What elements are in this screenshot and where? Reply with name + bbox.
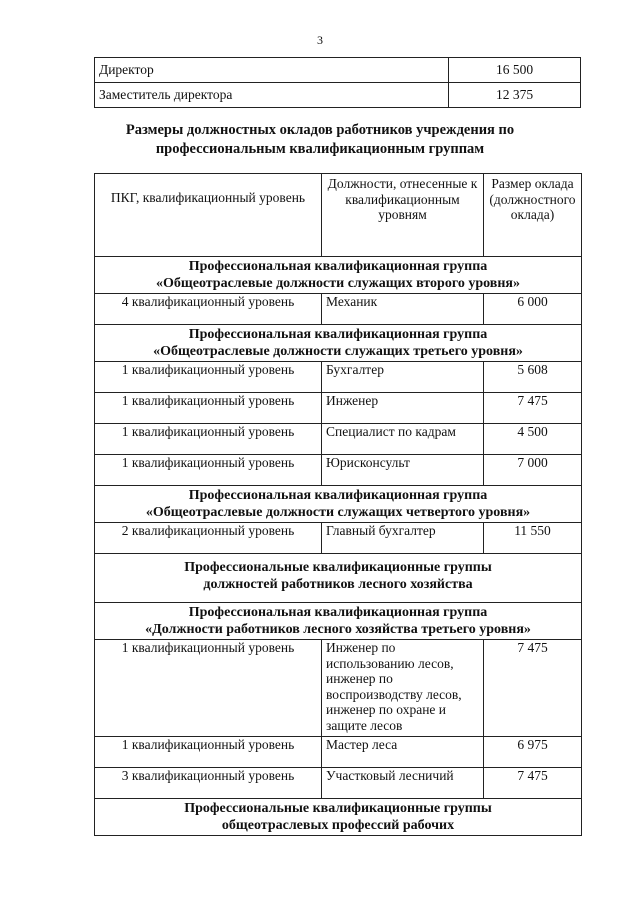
table-row (95, 768, 582, 799)
group-row (95, 325, 582, 362)
salary-cell: 4 500 (484, 424, 582, 455)
heading-line: Размеры должностных окладов работников учреждения по (125, 122, 515, 138)
salary-cell: 16 500 (449, 58, 581, 83)
level-cell: 1 квалификационный уровень (95, 362, 322, 393)
group-title-line: «Общеотраслевые должности служащих четвертого уровня» (145, 505, 531, 520)
position-cell: Специалист по кадрам (322, 424, 484, 455)
level-cell: 3 квалификационный уровень (95, 768, 322, 799)
table-row (95, 393, 582, 424)
group-row (95, 799, 582, 836)
group-row (95, 603, 582, 640)
salary-cell: 7 000 (484, 455, 582, 486)
top-salary-table (94, 57, 581, 108)
salary-cell: 6 000 (484, 294, 582, 325)
group-title-line: общеотраслевых профессий рабочих (221, 818, 455, 833)
level-cell: 1 квалификационный уровень (95, 737, 322, 768)
group-title-line: Профессиональная квалификационная группа (188, 327, 488, 342)
group-title-line: должностей работников лесного хозяйства (203, 577, 473, 592)
group-row (95, 486, 582, 523)
position-cell: Инженер (322, 393, 484, 424)
position-cell: Бухгалтер (322, 362, 484, 393)
table-row (95, 523, 582, 554)
level-cell: 1 квалификационный уровень (95, 640, 322, 737)
table-row (95, 83, 581, 108)
group-row (95, 257, 582, 294)
salary-cell: 7 475 (484, 768, 582, 799)
salary-cell: 6 975 (484, 737, 582, 768)
level-cell: 2 квалификационный уровень (95, 523, 322, 554)
group-title-line: Профессиональная квалификационная группа (188, 259, 488, 274)
heading-line: профессиональным квалификационным группам (155, 141, 485, 157)
table-row (95, 455, 582, 486)
position-cell: Инженер по использованию лесов, инженер по воспроизводству лесов, инженер по охране и защите лесов (322, 640, 484, 737)
header-pkg: ПКГ, квалификационный уровень (95, 174, 322, 257)
table-row (95, 58, 581, 83)
salary-cell: 11 550 (484, 523, 582, 554)
group-title-line: Профессиональная квалификационная группа (188, 605, 488, 620)
group-title-line: «Общеотраслевые должности служащих второго уровня» (156, 276, 520, 291)
position-cell: Главный бухгалтер (322, 523, 484, 554)
salary-cell: 7 475 (484, 393, 582, 424)
position-cell: Юрисконсульт (322, 455, 484, 486)
table-row (95, 737, 582, 768)
section-heading (0, 121, 640, 159)
level-cell: 4 квалификационный уровень (95, 294, 322, 325)
position-cell: Директор (95, 58, 449, 83)
salary-table (94, 173, 582, 836)
header-positions: Должности, отнесенные к квалификационным уровням (322, 174, 484, 257)
table-row (95, 640, 582, 737)
group-title-line: Профессиональные квалификационные группы (184, 801, 492, 816)
table-header-row (95, 174, 582, 257)
position-cell: Механик (322, 294, 484, 325)
page-number: 3 (317, 33, 323, 47)
level-cell: 1 квалификационный уровень (95, 393, 322, 424)
position-cell: Участковый лесничий (322, 768, 484, 799)
header-salary: Размер оклада (должностного оклада) (484, 174, 582, 257)
group-title-line: Профессиональная квалификационная группа (188, 488, 488, 503)
group-title-line: «Должности работников лесного хозяйства третьего уровня» (145, 622, 531, 637)
salary-cell: 12 375 (449, 83, 581, 108)
group-title-line: Профессиональные квалификационные группы (184, 560, 492, 575)
level-cell: 1 квалификационный уровень (95, 424, 322, 455)
table-row (95, 294, 582, 325)
table-row (95, 424, 582, 455)
group-title-line: «Общеотраслевые должности служащих третьего уровня» (153, 344, 523, 359)
level-cell: 1 квалификационный уровень (95, 455, 322, 486)
position-cell: Заместитель директора (95, 83, 449, 108)
salary-cell: 7 475 (484, 640, 582, 737)
salary-cell: 5 608 (484, 362, 582, 393)
table-row (95, 362, 582, 393)
group-row (95, 554, 582, 603)
position-cell: Мастер леса (322, 737, 484, 768)
